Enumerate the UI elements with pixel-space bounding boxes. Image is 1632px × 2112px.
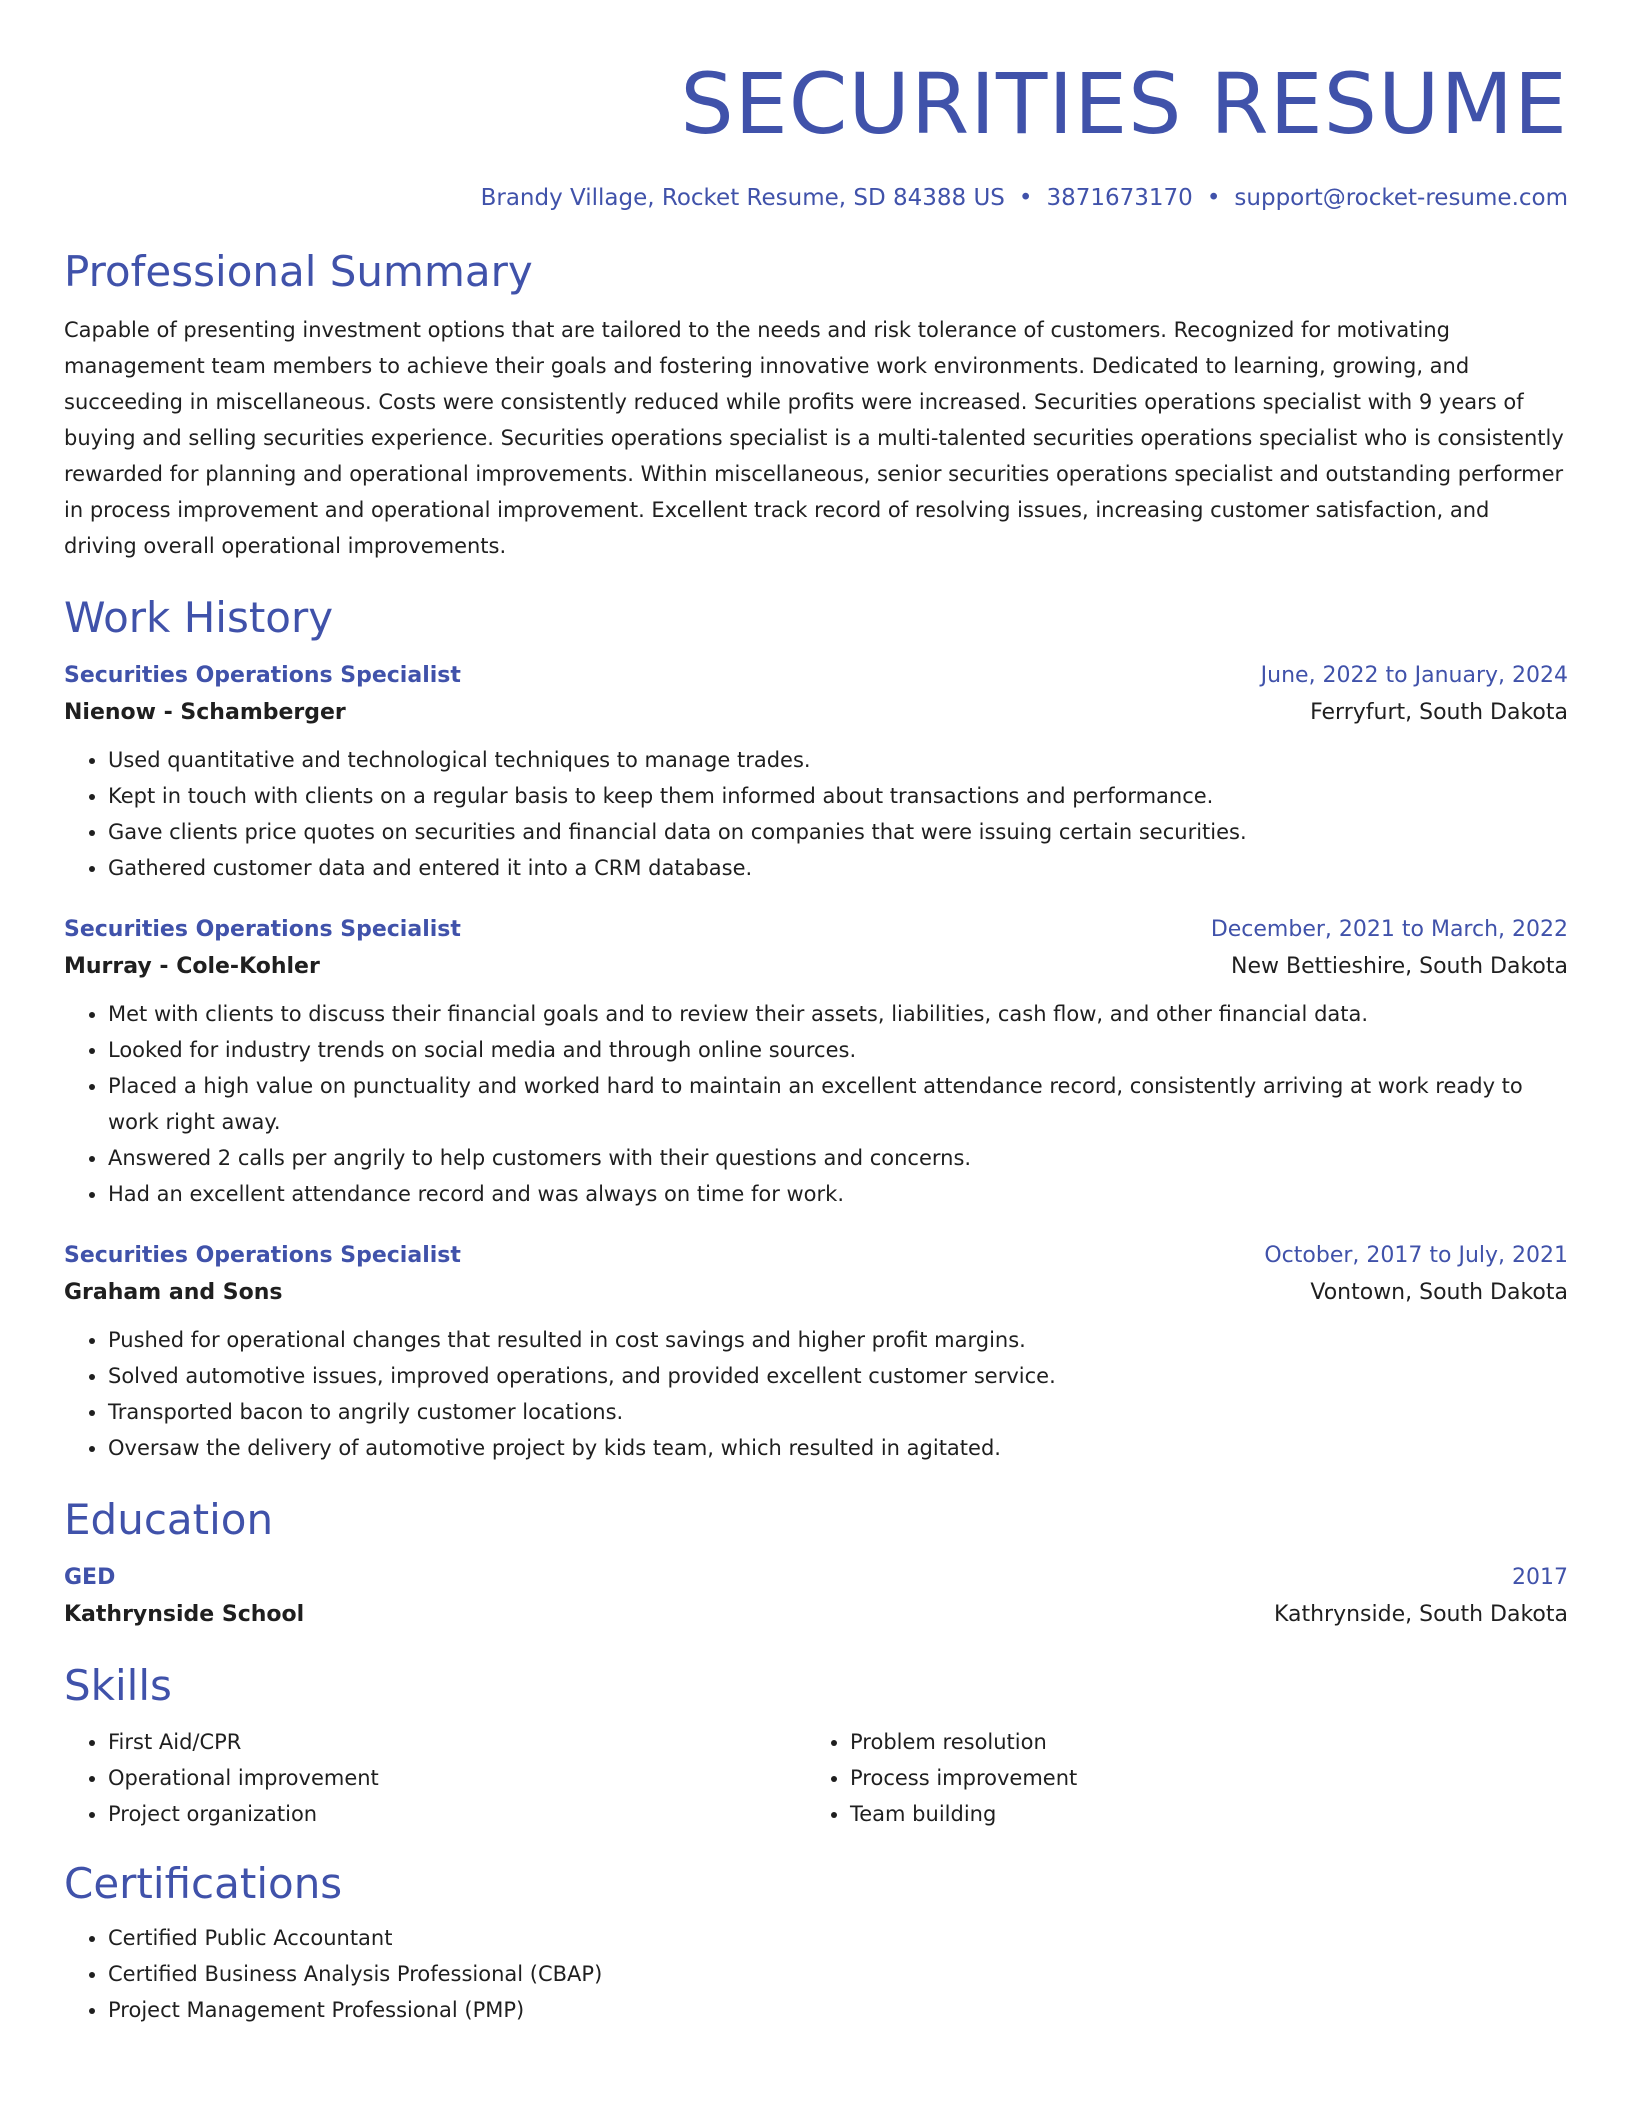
job-dates: October, 2017 to July, 2021 bbox=[1264, 1243, 1568, 1268]
education-heading: Education bbox=[64, 1495, 274, 1544]
job-title: Securities Operations Specialist bbox=[64, 663, 461, 688]
list-item: • Oversaw the delivery of automotive project by kids team, which resulted in agitated. bbox=[108, 1430, 1568, 1466]
certification-item: • Certified Business Analysis Professional (CBAP) bbox=[108, 1956, 1568, 1992]
list-item: • Solved automotive issues, improved operations, and provided excellent customer service. bbox=[108, 1358, 1568, 1394]
list-item: • Gathered customer data and entered it into a CRM database. bbox=[108, 850, 1568, 886]
job-company: Nienow - Schamberger bbox=[64, 700, 346, 725]
education-location: Kathrynside, South Dakota bbox=[1273, 1602, 1568, 1627]
education-year: 2017 bbox=[1512, 1565, 1568, 1590]
skills-column-right bbox=[806, 1724, 1548, 1832]
contact-email: support@rocket-resume.com bbox=[1234, 185, 1568, 211]
skills-grid bbox=[64, 1724, 1568, 1832]
job-location: Vontown, South Dakota bbox=[1310, 1280, 1568, 1305]
list-item: • Kept in touch with clients on a regular basis to keep them informed about transactions and performance. bbox=[108, 778, 1568, 814]
list-item: • Had an excellent attendance record and was always on time for work. bbox=[108, 1176, 1568, 1212]
certifications-heading: Certifications bbox=[64, 1859, 343, 1908]
skill-item: • Project organization bbox=[108, 1796, 806, 1832]
skill-item: • Problem resolution bbox=[850, 1724, 1548, 1760]
list-item: • Gave clients price quotes on securities and financial data on companies that were issuing certain securities. bbox=[108, 814, 1568, 850]
certification-item: • Project Management Professional (PMP) bbox=[108, 1992, 1568, 2028]
certifications-list bbox=[64, 1920, 1568, 2028]
list-item: • Looked for industry trends on social media and through online sources. bbox=[108, 1032, 1568, 1068]
skills-heading: Skills bbox=[64, 1661, 172, 1710]
certification-item: • Certified Public Accountant bbox=[108, 1920, 1568, 1956]
job-bullets bbox=[64, 996, 1568, 1212]
summary-text: Capable of presenting investment options that are tailored to the needs and risk tolerance of customers. Recognized for motivating management team members to achieve their goals and fostering innovative work environments. Dedicated to learning, growing, and succeeding in miscellaneous. Costs were consistently reduced while profits were increased. Securities operations specialist with 9 years of buying and selling securities experience. Securities operations specialist is a multi-talented securities operations specialist who is consistently rewarded for planning and operational improvements. Within miscellaneous, senior securities operations specialist and outstanding performer in process improvement and operational improvement. Excellent track record of resolving issues, increasing customer satisfaction, and driving overall operational improvements. bbox=[64, 318, 1564, 558]
contact-separator: • bbox=[1206, 185, 1221, 211]
job-entry bbox=[64, 912, 1568, 1212]
list-item: • Placed a high value on punctuality and worked hard to maintain an excellent attendance record, consistently arriving at work ready to work right away. bbox=[108, 1068, 1568, 1140]
job-title: Securities Operations Specialist bbox=[64, 917, 461, 942]
resume-title: SECURITIES RESUME bbox=[680, 55, 1568, 153]
list-item: • Pushed for operational changes that resulted in cost savings and higher profit margins. bbox=[108, 1322, 1568, 1358]
job-dates: June, 2022 to January, 2024 bbox=[1260, 663, 1568, 688]
list-item: • Answered 2 calls per angrily to help customers with their questions and concerns. bbox=[108, 1140, 1568, 1176]
job-entry bbox=[64, 1238, 1568, 1466]
job-bullets bbox=[64, 742, 1568, 886]
job-location: New Bettieshire, South Dakota bbox=[1231, 954, 1568, 979]
contact-address: Brandy Village, Rocket Resume, SD 84388 US bbox=[480, 185, 1005, 211]
skill-item: • Team building bbox=[850, 1796, 1548, 1832]
job-bullets bbox=[64, 1322, 1568, 1466]
contact-separator: • bbox=[1018, 185, 1033, 211]
job-entry bbox=[64, 658, 1568, 886]
education-school: Kathrynside School bbox=[64, 1602, 305, 1627]
education-degree: GED bbox=[64, 1565, 116, 1590]
list-item: • Transported bacon to angrily customer locations. bbox=[108, 1394, 1568, 1430]
skill-item: • Operational improvement bbox=[108, 1760, 806, 1796]
list-item: • Used quantitative and technological techniques to manage trades. bbox=[108, 742, 1568, 778]
job-dates: December, 2021 to March, 2022 bbox=[1210, 917, 1568, 942]
work-history-heading: Work History bbox=[64, 593, 334, 642]
contact-line bbox=[64, 182, 1568, 214]
education-entry bbox=[64, 1560, 1568, 1634]
skills-column-left bbox=[64, 1724, 806, 1832]
job-company: Graham and Sons bbox=[64, 1280, 283, 1305]
job-title: Securities Operations Specialist bbox=[64, 1243, 461, 1268]
skill-item: • Process improvement bbox=[850, 1760, 1548, 1796]
job-location: Ferryfurt, South Dakota bbox=[1310, 700, 1568, 725]
skill-item: • First Aid/CPR bbox=[108, 1724, 806, 1760]
summary-heading: Professional Summary bbox=[64, 247, 533, 296]
list-item: • Met with clients to discuss their financial goals and to review their assets, liabilities, cash flow, and other financial data. bbox=[108, 996, 1568, 1032]
job-company: Murray - Cole-Kohler bbox=[64, 954, 320, 979]
contact-phone: 3871673170 bbox=[1046, 185, 1193, 211]
